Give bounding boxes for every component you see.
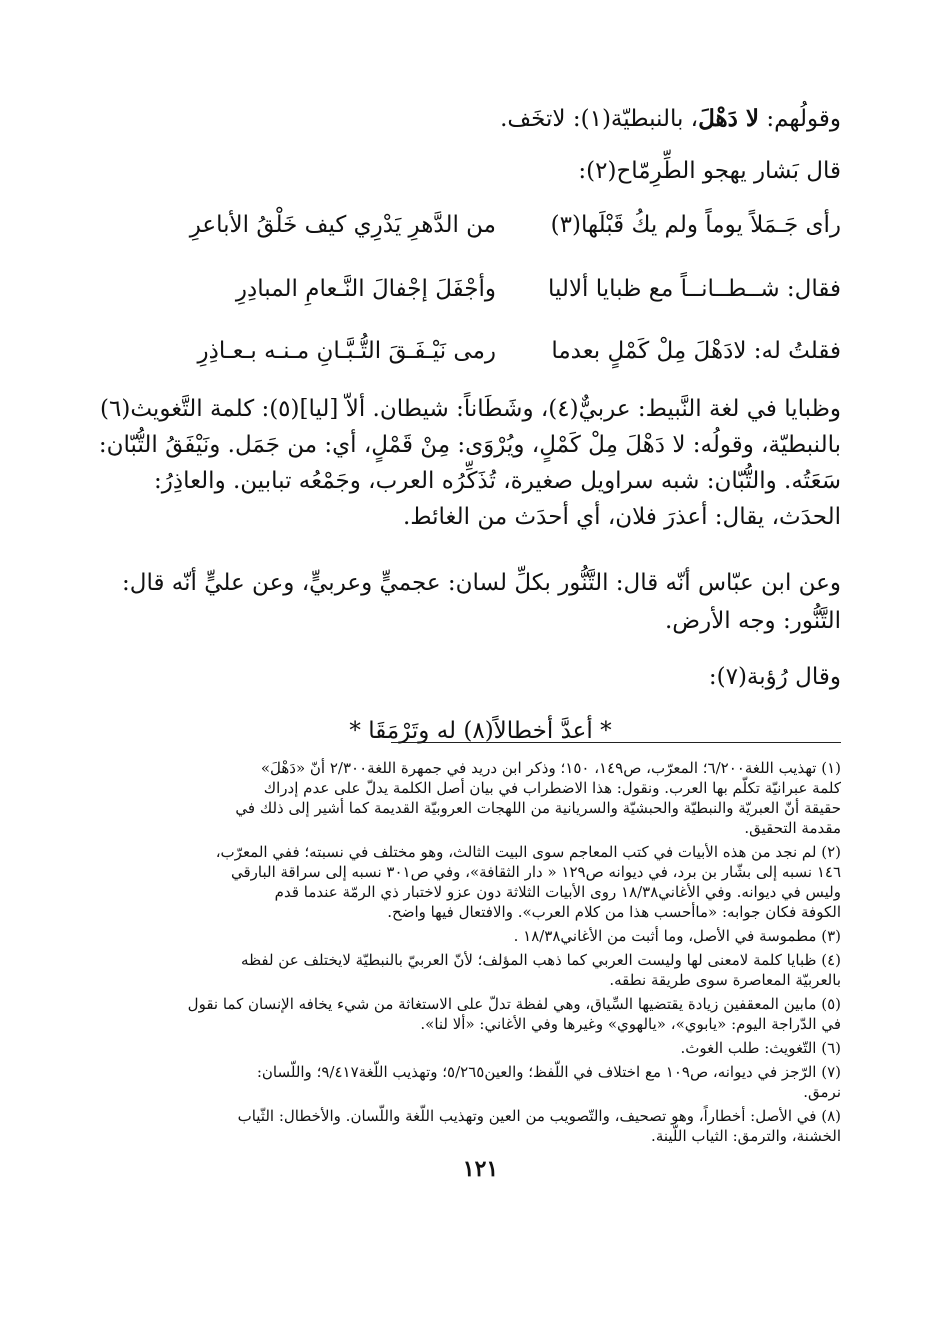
footnote-line: في الدّراجة اليوم: «يابوي»، «يالهوي» وغيرها وفي الأغاني: «ألا لنا». (420, 1015, 841, 1033)
footnote-line: (٧) الرّجز في ديوانه، ص١٠٩ مع اختلاف في اللّفظ؛ والعين٥/٢٦٥؛ وتهذيب اللّغة٩/٤١٧؛ واللّسان: (256, 1063, 841, 1081)
document-page (98, 90, 841, 1303)
footnote-line: (٤) ظبايا كلمة لامعنى لها وليست العربي كما ذهب المؤلف؛ لأنّ العربيّ بالنبطيّة لايختلف عن لفظه (241, 951, 841, 969)
footnote-line: الخشنة، والترمق: الثياب اللّينة. (651, 1127, 841, 1145)
footnote-line: (٨) في الأصل: أخطاراً، وهو تصحيف، والتّصويب من العين وتهذيب اللّغة واللّسان. والأخطال: الثّياب (237, 1107, 841, 1125)
footnote-line: (١) تهذيب اللغة٦/٢٠٠؛ المعرّب، ص١٤٩، ١٥٠؛ وذكر ابن دريد في جمهرة اللغة٢/٣٠٠ أنّ «دَهْلَ» (260, 759, 841, 777)
footnote-line: مقدمة التحقيق. (744, 819, 841, 837)
text-run: وقولُهم: (759, 106, 841, 132)
paragraph-line: الحدَث، يقال: أعذرَ فلان، أي أحدَث من الغائط. (403, 504, 841, 530)
verse-right-hemistich: فقلتُ له: لادَهْلَ مِلْ كَمْلٍ بعدما (551, 338, 841, 364)
verse-hemistich: * أعدَّ أخطالاً(٨) له وتَرْمَقَا * (349, 718, 612, 744)
paragraph-line: التَّنُّور: وجه الأرض. (664, 608, 841, 634)
verse-right-hemistich: رأى جَـمَلاً يوماً ولم يكُ قَبْلَها(٣) (550, 212, 841, 238)
verse-left-hemistich: وأجْفَلَ إجْفالَ النَّـعامِ المبادِرِ (235, 276, 496, 302)
paragraph-line: سَعَتُه. والتُّبّان: شبه سراويل صغيرة، تُذَكِّرُه العرب، وجَمْعُه تبابين. والعاذِرُ: (153, 468, 841, 494)
footnote-line: حقيقة أنّ العبريّة والنبطيّة والحبشيّة والسريانية من اللهجات العروبيّة القديمة كما أشير إلى ذلك في (235, 799, 841, 817)
footnote-line: (٦) التّغويث: طلب الغوث. (680, 1039, 841, 1057)
footnote-line: بالعربيّة المعاصرة سوى طريقة نطقه. (609, 971, 841, 989)
footnote-line: نرمق. (803, 1083, 841, 1101)
verse-left-hemistich: من الدَّهرِ يَدْرِي كيف خَلْقُ الأباعرِ (189, 212, 496, 238)
footnote-line: (٥) مابين المعقفين زيادة يقتضيها السِّياق، وهي لفظة تدلّ على الاستغاثة من شيء يخافه الإنسان كما نقول (187, 995, 841, 1013)
footnote-line: الكوفة فكان جوابه: «ماأحسب هذا من كلام العرب». والافتعال فيها واضح. (387, 903, 841, 921)
verse-left-hemistich: رمى نَيْـفَـقَ التُّـبَّـانِ مـنـه بـعـاذِرِ (197, 338, 496, 364)
footnote-line: (٣) مطموسة في الأصل، وما أثبت من الأغاني١٨/٣٨ . (513, 927, 841, 945)
text-run: ، بالنبطيّة(١): لاتخَف. (500, 106, 699, 132)
footnote-line: ١٤٦ نسبه إلى بشّار بن برد، في ديوانه ص١٢٩ « دار الثقافة»، وفي ص٣٠١ نسبه إلى سراقة البارقي (230, 863, 841, 881)
page-number: ١٢١ (462, 1156, 499, 1182)
footnote-line: كلمة عبرانيّة تكلّم بها العرب. ونقول: هذا الاضطراب في بيان أصل الكلمة يدلّ على عدم إدراك (263, 779, 841, 797)
paragraph-line: بالنبطيّة، وقولُه: لا دَهْلَ مِلْ كَمْلٍ، ويُرْوَى: مِنْ قَمْلٍ، أي: من جَمَل. ونَيْفَقُ التُّبّان: (98, 432, 841, 458)
text-line: وقال رُؤبة(٧): (708, 664, 841, 690)
footnote-line: وليس في ديوانه. وفي الأغاني١٨/٣٨ روى الأبيات الثلاثة دون عزو لاختبار ذي الرمّة عندما قدم (274, 883, 841, 901)
paragraph-line: وعن ابن عبّاس أنّه قال: التَّنُّور بكلِّ لسان: عجميٍّ وعربيٍّ، وعن عليٍّ أنّه قال: (122, 570, 841, 596)
text-line: قال بَشار يهجو الطِّرِمّاح(٢): (578, 158, 841, 184)
bold-term: لا دَهْلَ (698, 105, 760, 132)
footnote-line: (٢) لم نجد من هذه الأبيات في كتب المعاجم سوى البيت الثالث، وهو مختلف في نسبته؛ ففي المعرّب، (215, 843, 841, 861)
footnote-divider (391, 742, 841, 743)
paragraph-line: وظبايا في لغة النَّبيط: عربيٌّ(٤)، وشَطَاناً: شيطان. ألاّ [ليا](٥): كلمة التَّغويث(٦) (100, 396, 841, 422)
verse-right-hemistich: فقال: شــطــانــاً مع ظبايا ألاليا (547, 276, 841, 302)
text-line (120, 102, 841, 136)
